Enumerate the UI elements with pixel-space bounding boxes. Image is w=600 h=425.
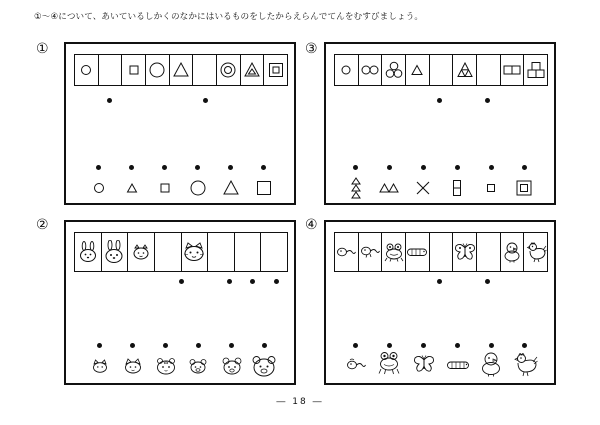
panel-2-cell-1 (75, 233, 102, 271)
tadpole-icon (346, 357, 366, 371)
panel-2-top-dot-2[interactable] (227, 279, 232, 284)
panel-3-empty-cell-1[interactable] (430, 55, 454, 85)
panel-2-empty-cell-1[interactable] (155, 233, 182, 271)
panel-1-number: ① (36, 41, 49, 57)
chick-icon (479, 351, 503, 377)
panel-4-option-dot-2[interactable] (387, 343, 392, 348)
bear-icon (222, 357, 242, 375)
instruction-text: ①〜④について、あいているしかくのなかにはいるものをしたからえらんでてんをむすびましょう。 (34, 12, 424, 22)
frog-icon (378, 351, 400, 375)
split-rectangle-icon (451, 179, 463, 197)
triangle-icon (222, 179, 240, 197)
butterfly-icon (454, 242, 476, 262)
circle-icon (189, 179, 207, 197)
panel-2-option-dot-4[interactable] (196, 343, 201, 348)
caterpillar-icon (446, 359, 470, 371)
panel-3-number: ③ (305, 41, 318, 57)
cross-icon (415, 180, 431, 196)
double-circle-icon (219, 61, 237, 79)
panel-1 (64, 42, 296, 205)
panel-3-option-3 (414, 179, 432, 197)
caterpillar-icon (406, 246, 428, 258)
panel-4-cell-4 (406, 233, 430, 271)
cat-icon (124, 358, 142, 374)
panel-1-option-1 (90, 179, 108, 197)
big-bear-icon (252, 355, 276, 377)
three-squares-icon (526, 61, 546, 79)
panel-1-cell-8 (241, 55, 265, 85)
panel-4-cell-9 (524, 233, 547, 271)
two-rabbits-icon (78, 241, 98, 263)
frog-icon (384, 242, 404, 262)
triangle-icon (172, 61, 190, 79)
panel-3-empty-cell-2[interactable] (477, 55, 501, 85)
panel-3-cell-2 (359, 55, 383, 85)
panel-4-top-dot-1[interactable] (437, 279, 442, 284)
two-circles-icon (360, 63, 380, 77)
panel-2-cell-5 (182, 233, 209, 271)
panel-2-sequence (74, 232, 288, 272)
panel-1-option-5 (222, 179, 240, 197)
panel-2-empty-cell-3[interactable] (235, 233, 262, 271)
panel-2-option-dot-6[interactable] (262, 343, 267, 348)
panel-1-option-dot-6[interactable] (261, 165, 266, 170)
panel-1-empty-cell-1[interactable] (99, 55, 123, 85)
panel-3-option-dot-6[interactable] (522, 165, 527, 170)
panel-3-sequence (334, 54, 548, 86)
panel-3-option-4 (448, 179, 466, 197)
two-triangles-icon (379, 182, 399, 194)
small-triangle-icon (125, 181, 139, 195)
panel-3-option-6 (514, 178, 534, 198)
panel-1-cell-4 (146, 55, 170, 85)
panel-2-cell-2 (102, 233, 129, 271)
panel-2-option-1 (90, 357, 110, 375)
panel-1-option-dot-5[interactable] (228, 165, 233, 170)
rabbit-cat-icon (132, 244, 150, 260)
panel-1-cell-9 (264, 55, 287, 85)
panel-2-option-dot-2[interactable] (130, 343, 135, 348)
panel-2-option-3 (154, 355, 178, 377)
panel-3-cell-8 (501, 55, 525, 85)
two-rabbits-icon (103, 240, 125, 264)
panel-4-option-dot-6[interactable] (522, 343, 527, 348)
panel-3-option-2 (378, 179, 400, 197)
panel-2-option-2 (122, 356, 144, 376)
panel-1-sequence (74, 54, 288, 86)
panel-2-option-5 (220, 355, 244, 377)
panel-3-cell-9 (524, 55, 547, 85)
small-circle-icon (92, 181, 106, 195)
panel-2-number: ② (36, 217, 49, 233)
two-squares-icon (502, 64, 522, 76)
panel-1-option-4 (189, 179, 207, 197)
small-square-icon (158, 181, 172, 195)
panel-4-cell-2 (359, 233, 383, 271)
panel-2-option-6 (251, 353, 277, 379)
panel-1-cell-3 (122, 55, 146, 85)
panel-4-option-5 (478, 350, 504, 378)
panel-2-cell-3 (128, 233, 155, 271)
double-triangle-icon (243, 61, 261, 79)
three-triangles-stack-icon (348, 177, 364, 199)
panel-3-cell-1 (335, 55, 359, 85)
double-square-icon (267, 61, 285, 79)
hen-icon (512, 351, 538, 377)
panel-2-top-dot-4[interactable] (274, 279, 279, 284)
panel-4-cell-3 (382, 233, 406, 271)
panel-3-option-dot-2[interactable] (387, 165, 392, 170)
panel-4-empty-cell-1[interactable] (430, 233, 454, 271)
panel-2-empty-cell-2[interactable] (208, 233, 235, 271)
panel-2-top-dot-3[interactable] (250, 279, 255, 284)
panel-1-option-dot-4[interactable] (195, 165, 200, 170)
panel-4-option-dot-4[interactable] (455, 343, 460, 348)
small-circle-icon (339, 63, 353, 77)
panel-1-option-dot-2[interactable] (129, 165, 134, 170)
tiger-icon (156, 357, 176, 375)
panel-4-number: ④ (305, 217, 318, 233)
panel-1-empty-cell-2[interactable] (193, 55, 217, 85)
panel-3-cell-6 (453, 55, 477, 85)
cat-face-icon (183, 242, 205, 262)
panel-3-option-dot-3[interactable] (421, 165, 426, 170)
triangle-icon (410, 63, 424, 77)
panel-4-option-1 (345, 356, 367, 372)
panel-2-option-dot-3[interactable] (163, 343, 168, 348)
panel-1-top-dot-1[interactable] (107, 98, 112, 103)
panel-4-cell-8 (501, 233, 525, 271)
panel-3-option-1 (346, 177, 366, 199)
panel-2-empty-cell-4[interactable] (261, 233, 287, 271)
panel-4-option-2 (377, 350, 401, 376)
panel-4-option-dot-5[interactable] (489, 343, 494, 348)
tadpole-icon (336, 246, 356, 258)
panel-3 (324, 42, 556, 205)
panel-3-top-dot-1[interactable] (437, 98, 442, 103)
small-circle-icon (79, 63, 93, 77)
panel-1-option-6 (255, 179, 273, 197)
panel-1-top-dot-2[interactable] (203, 98, 208, 103)
panel-4-option-6 (511, 350, 539, 378)
butterfly-icon (413, 354, 435, 374)
panel-1-option-3 (156, 179, 174, 197)
chick-icon (502, 241, 522, 263)
panel-2-top-dot-1[interactable] (179, 279, 184, 284)
panel-3-option-dot-5[interactable] (489, 165, 494, 170)
panel-1-cell-1 (75, 55, 99, 85)
panel-3-option-dot-4[interactable] (455, 165, 460, 170)
double-square-icon (515, 179, 533, 197)
small-square-icon (485, 182, 497, 194)
square-icon (255, 179, 273, 197)
panel-1-cell-5 (170, 55, 194, 85)
circle-icon (148, 61, 166, 79)
panel-3-option-5 (482, 179, 500, 197)
panel-3-option-dot-1[interactable] (353, 165, 358, 170)
three-circles-icon (384, 61, 404, 79)
bear-small-icon (189, 358, 207, 374)
panel-4-option-3 (412, 353, 436, 375)
three-triangles-icon (456, 62, 474, 78)
panel-3-cell-4 (406, 55, 430, 85)
tadpole-legs-icon (360, 245, 380, 259)
panel-4-sequence (334, 232, 548, 272)
panel-4-empty-cell-2[interactable] (477, 233, 501, 271)
panel-1-option-2 (123, 179, 141, 197)
panel-1-option-dot-1[interactable] (96, 165, 101, 170)
panel-3-top-dot-2[interactable] (485, 98, 490, 103)
panel-2 (64, 220, 296, 385)
page-number: ― 18 ― (276, 397, 324, 407)
panel-4-cell-1 (335, 233, 359, 271)
panel-4 (324, 220, 556, 385)
panel-4-option-dot-3[interactable] (421, 343, 426, 348)
panel-4-cell-6 (453, 233, 477, 271)
panel-1-option-dot-3[interactable] (162, 165, 167, 170)
panel-2-option-dot-1[interactable] (97, 343, 102, 348)
panel-2-option-dot-5[interactable] (229, 343, 234, 348)
panel-1-cell-7 (217, 55, 241, 85)
panel-4-option-4 (445, 357, 471, 373)
small-square-icon (127, 63, 141, 77)
panel-3-cell-3 (382, 55, 406, 85)
small-cat-icon (92, 359, 108, 373)
panel-4-option-dot-1[interactable] (353, 343, 358, 348)
hen-icon (525, 241, 547, 263)
panel-4-top-dot-2[interactable] (485, 279, 490, 284)
panel-2-option-4 (187, 356, 209, 376)
